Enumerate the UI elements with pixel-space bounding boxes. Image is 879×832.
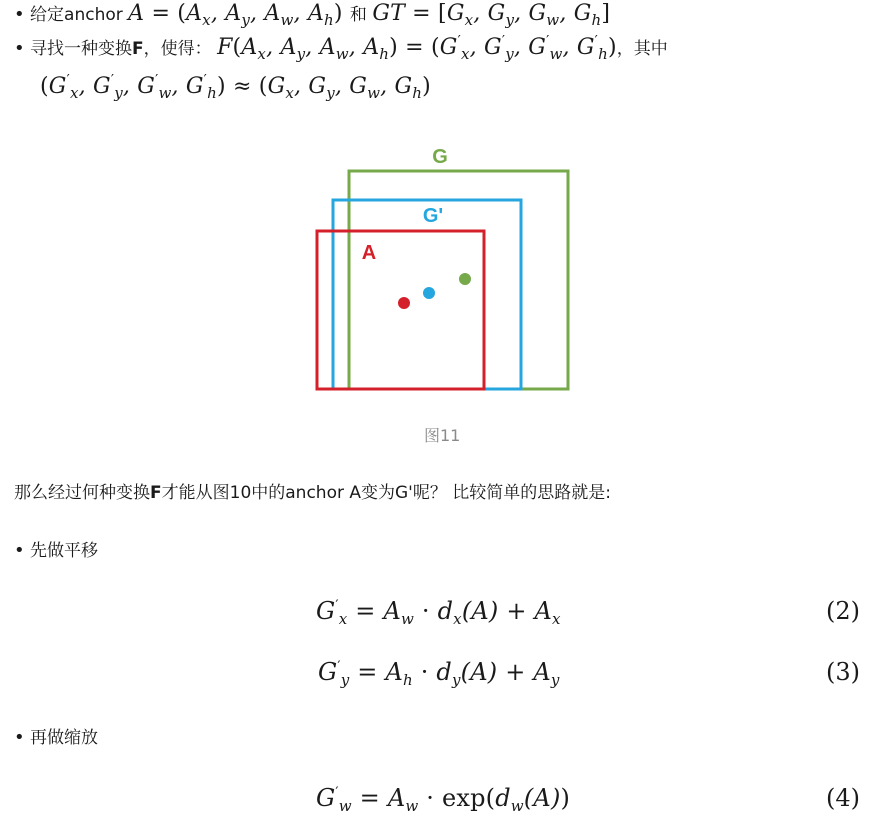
- equation-3: $G'_y = A_h \cdot d_y(A) + A_y$: [318, 658, 560, 689]
- center-dot-g-prime: [423, 287, 435, 299]
- box-a: [317, 231, 484, 389]
- bold-f: F: [150, 483, 162, 503]
- bullet-translate: [14, 539, 98, 563]
- bullet-dot: •: [14, 727, 25, 748]
- equation-3-number: (3): [826, 658, 860, 686]
- bullet-dot: •: [14, 38, 25, 59]
- equation-4-number: (4): [826, 784, 860, 812]
- formula-approx: ($G'_x$, $G'_y$, $G'_w$, $G'_h) \approx (G_x$, $G_y$, $G_w$, $G_h$): [40, 72, 431, 102]
- bullet-1-text: 给定anchor: [30, 5, 123, 25]
- bullet-2-text-after: ，使得：: [143, 39, 212, 59]
- figure-caption: 图11: [424, 426, 461, 445]
- box-g: [349, 171, 568, 389]
- equation-2: $G'_x = A_w \cdot d_x(A) + A_x$: [316, 597, 561, 628]
- label-g: G: [432, 146, 448, 168]
- formula-transform: $F(A_x$, $A_y$, $A_w$, $A_h) = (G'_x$, $G'_y$, $G'_w$, $G'_h$): [217, 33, 617, 63]
- conj-text: 和: [349, 5, 367, 25]
- center-dot-g: [459, 273, 471, 285]
- section-1-label: 先做平移: [30, 541, 99, 561]
- bullet-2-text: 寻找一种变换: [30, 39, 133, 59]
- label-a: A: [361, 242, 377, 264]
- center-dot-a: [398, 297, 410, 309]
- formula-gt: GT = [$G_x$, $G_y$, $G_w$, $G_h$]: [372, 1, 611, 29]
- paragraph: 那么经过何种变换F才能从图10中的anchor A变为G'呢？ 比较简单的思路就是:: [14, 483, 611, 503]
- section-2-label: 再做缩放: [30, 728, 99, 748]
- label-g-prime: G': [422, 205, 444, 227]
- bullet-dot: •: [14, 540, 25, 561]
- bold-f: F: [132, 39, 144, 59]
- equation-4: $G'_w = A_w \cdot \exp(d_w(A))$: [316, 784, 571, 815]
- bullet-scale: [14, 726, 98, 750]
- formula-anchor: $A = (A_x$, $A_y$, $A_w$, $A_h$): [128, 1, 343, 29]
- equation-2-number: (2): [826, 597, 860, 625]
- bullet-dot: •: [14, 4, 25, 25]
- bullet-2-trail: ，其中: [616, 39, 668, 59]
